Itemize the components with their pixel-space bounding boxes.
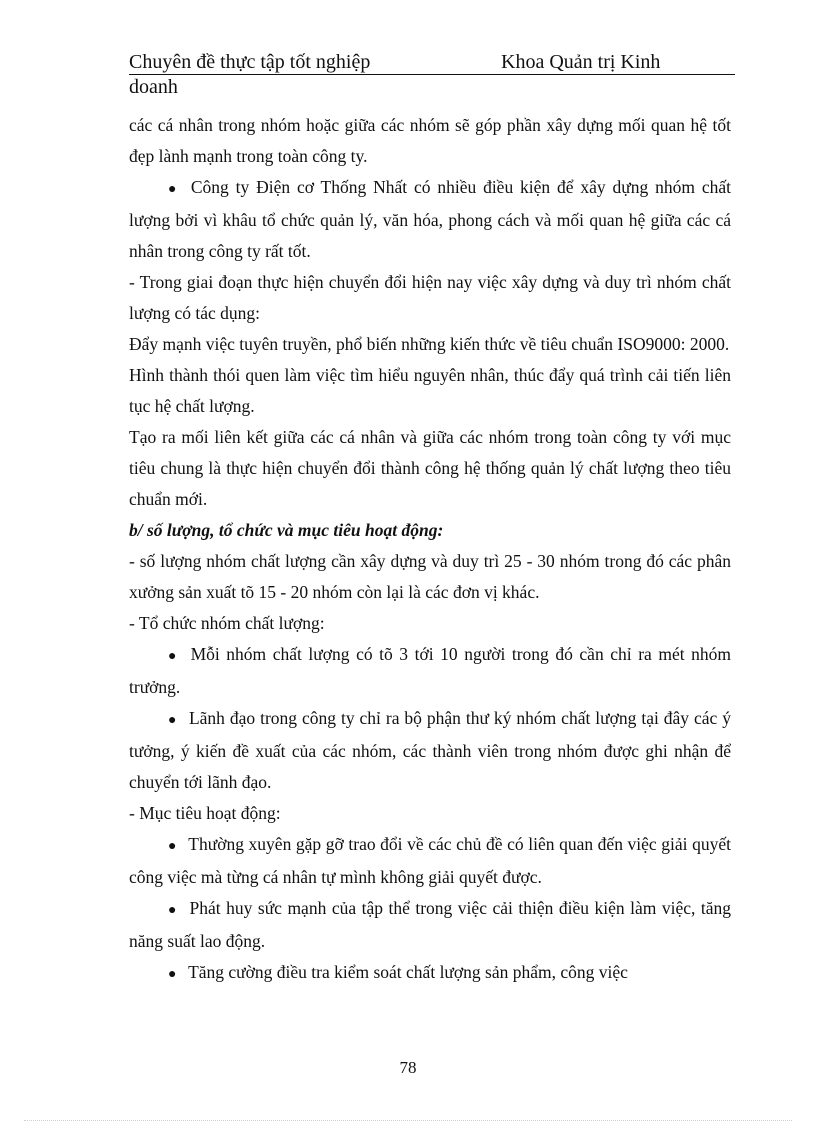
bullet-icon: ● (168, 903, 177, 918)
bullet-icon: ● (168, 713, 177, 728)
bullet-icon: ● (168, 967, 177, 982)
bullet-text: Tăng cường điều tra kiểm soát chất lượng sản phẩm, công việc (188, 962, 628, 982)
header-rule (129, 50, 735, 75)
bullet-icon: ● (168, 649, 177, 664)
header-faculty-continuation: doanh (129, 76, 178, 98)
paragraph: - Trong giai đoạn thực hiện chuyển đổi hiện nay việc xây dựng và duy trì nhóm chất lượng có tác dụng: (129, 272, 731, 323)
paragraph: Đẩy mạnh việc tuyên truyền, phổ biến những kiến thức về tiêu chuẩn ISO9000: 2000. (129, 334, 730, 354)
page-number: 78 (399, 1058, 417, 1077)
paragraph: Hình thành thói quen làm việc tìm hiểu nguyên nhân, thúc đẩy quá trình cải tiến liên tục hệ chất lượng. (129, 365, 731, 416)
bullet-paragraph (129, 172, 731, 267)
bullet-text: Lãnh đạo trong công ty chỉ ra bộ phận thư ký nhóm chất lượng tại đây các ý tưởng, ý kiến đề xuất của các nhóm, các thành viên trong nhóm được ghi nhận để chuyển tới lãnh đạo. (129, 708, 732, 792)
bullet-paragraph (129, 829, 731, 893)
bullet-paragraph (129, 639, 731, 703)
page-header (129, 50, 735, 99)
paragraph: các cá nhân trong nhóm hoặc giữa các nhóm sẽ góp phần xây dựng mối quan hệ tốt đẹp lành mạnh trong toàn công ty. (129, 115, 731, 166)
bullet-text: Mỗi nhóm chất lượng có tõ 3 tới 10 người trong đó cần chỉ ra mét nhóm trưởng. (129, 644, 732, 697)
bullet-paragraph (129, 957, 731, 990)
page-bottom-divider (24, 1120, 792, 1121)
document-body (129, 110, 731, 990)
bullet-paragraph (129, 703, 731, 798)
bullet-text: Phát huy sức mạnh của tập thể trong việc cải thiện điều kiện làm việc, tăng năng suất lao động. (129, 898, 732, 951)
paragraph: Tạo ra mối liên kết giữa các cá nhân và giữa các nhóm trong toàn công ty với mục tiêu chung là thực hiện chuyển đổi thành công hệ thống quản lý chất lượng theo tiêu chuẩn mới. (129, 427, 731, 509)
bullet-text: Thường xuyên gặp gỡ trao đổi về các chủ đề có liên quan đến việc giải quyết công việc mà từng cá nhân tự mình không giải quyết được. (129, 834, 731, 887)
header-faculty: Khoa Quản trị Kinh (501, 51, 661, 73)
paragraph: - Mục tiêu hoạt động: (129, 803, 281, 823)
bullet-icon: ● (168, 182, 177, 197)
bullet-icon: ● (168, 839, 177, 854)
paragraph: - số lượng nhóm chất lượng cần xây dựng và duy trì 25 - 30 nhóm trong đó các phân xưởng sản xuất tõ 15 - 20 nhóm còn lại là các đơn vị khác. (129, 551, 731, 602)
section-heading: b/ số lượng, tổ chức và mục tiêu hoạt động: (129, 520, 444, 540)
paragraph: - Tổ chức nhóm chất lượng: (129, 613, 325, 633)
header-report-title: Chuyên đề thực tập tốt nghiệp (129, 51, 371, 73)
bullet-paragraph (129, 893, 731, 957)
bullet-text: Công ty Điện cơ Thống Nhất có nhiều điều kiện để xây dựng nhóm chất lượng bởi vì khâu tổ chức quản lý, văn hóa, phong cách và mối quan hệ giữa các cá nhân trong công ty rất tốt. (129, 177, 731, 261)
